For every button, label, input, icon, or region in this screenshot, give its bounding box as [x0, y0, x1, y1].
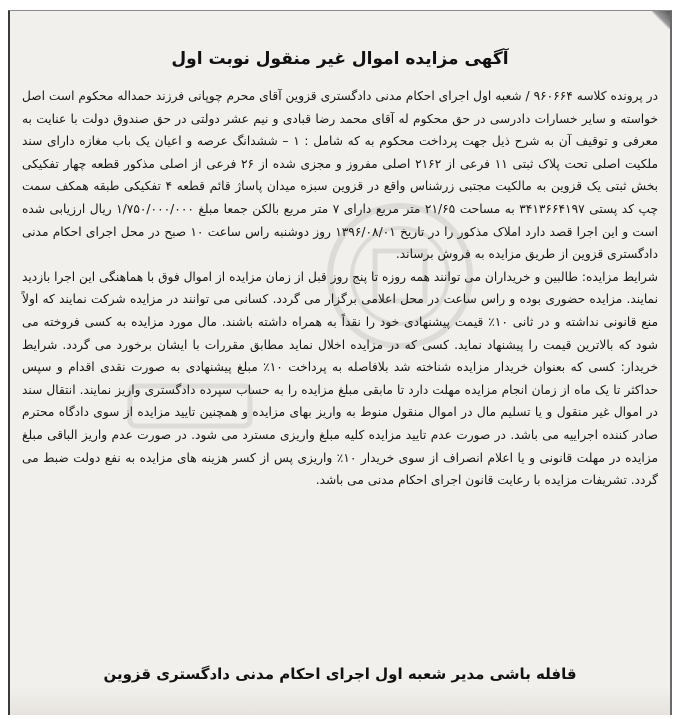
notice-body	[22, 85, 658, 492]
folded-corner	[652, 11, 670, 29]
notice-title: آگهی مزایده اموال غیر منقول نوبت اول	[171, 49, 509, 69]
notice-signature: قافله باشی مدیر شعبه اول اجرای احکام مدنی دادگستری قزوین	[103, 665, 577, 683]
newspaper-clipping	[8, 10, 672, 715]
page-bottom-edge	[10, 687, 670, 715]
notice-paragraph-conditions: شرایط مزایده: طالبین و خریداران می توانند همه روزه تا پنج روز قبل از زمان مزایده از اموال فوق با هماهنگی این اجرا بازدید نمایند. مزایده حضوری بوده و راس ساعت در محل اعلامی برگزار می گردد. کسانی می توانند در مزایده شرکت نمایند که اولاً منع قانونی نداشته و در ثانی ۱۰٪ قیمت پیشنهادی خود را نقداً به همراه داشته باشند. مال مورد مزایده به کسی فروخته می شود که بالاترین قیمت را پیشنهاد نماید. کسی که در مزایده اخلال نماید مطابق مقررات با ایشان برخورد می گردد. شرایط خریدار: کسی که بعنوان خریدار مزایده شناخته شد بلافاصله به پرداخت ۱۰٪ مبلغ پیشنهادی به صورت نقدی اقدام و سپس حداکثر تا یک ماه از زمان انجام مزایده مهلت دارد تا مابقی مبلغ مزایده را به حساب سپرده دادگستری واریز نمایند. انتقال سند در اموال غیر منقول و یا تسلیم مال در اموال منقول منوط به واریز بهای مزایده و همچنین تایید مزایده از سوی دادگاه محترم صادر کننده اجراییه می باشد. در صورت عدم تایید مزایده کلیه مبلغ واریزی مسترد می شود. در صورت عدم واریز الباقی مبلغ مزایده در مهلت قانونی و یا اعلام انصراف از سوی خریدار ۱۰٪ واریزی پس از کسر هزینه های مزایده به نفع دولت ضبط می گردد. تشریفات مزایده با رعایت قانون اجرای احکام مدنی می باشد.	[22, 269, 659, 488]
notice-paragraph-details: در پرونده کلاسه ۹۶۰۶۶۴ / شعبه اول اجرای احکام مدنی دادگستری قزوین آقای محرم چوپانی فرزند حمداله محکوم است اصل خواسته و سایر خسارات دادرسی در حق محکوم له آقای محمد رضا قبادی و نیم عشر دولتی در حق صندوق دولت با عنایت به معرفی و توقیف آن به شرح ذیل جهت پرداخت محکوم به که شامل : ۱ – ششدانگ عرصه و اعیان یک باب مغازه دارای سند ملکیت اصلی تحت پلاک ثبتی ۱۱ فرعی از ۲۱۶۲ اصلی مفروز و مجزی شده از ۲۶ فرعی از اصلی مذکور قطعه چهار تفکیکی بخش ثبتی یک قزوین به مالکیت مجتبی زرشناس واقع در قزوین سبزه میدان پاساژ قائم قطعه ۴ تفکیکی طبقه همکف سمت چپ کد پستی ۳۴۱۳۶۶۴۱۹۷ به مساحت ۲۱/۶۵ متر مربع دارای ۷ متر مربع بالکن جمعا مبلغ ۱/۷۵۰/۰۰۰/۰۰۰ ریال ارزیابی شده است و این اجرا قصد دارد املاک مذکور را در تاریخ ۱۳۹۶/۰۸/۰۱ روز دوشنبه راس ساعت ۱۰ صبح در محل اجرای احکام مدنی دادگستری قزوین از طریق مزایده به فروش برساند.	[22, 89, 659, 262]
